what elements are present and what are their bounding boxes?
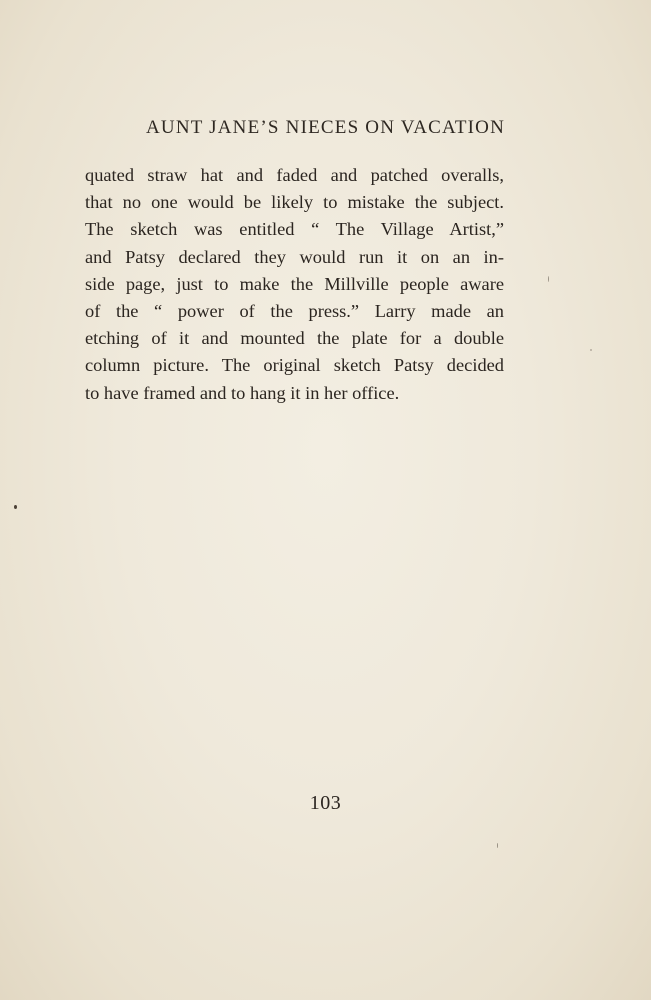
text-line: etching of it and mounted the plate for a double [85, 328, 504, 349]
text-line: of the “ power of the press.” Larry made an [85, 300, 504, 321]
paper-speck [14, 505, 17, 509]
text-line: and Patsy declared they would run it on an in- [85, 246, 504, 267]
text-line: quated straw hat and faded and patched overalls, [85, 165, 504, 185]
text-line: The sketch was entitled “ The Village Artist,” [85, 219, 504, 240]
text-line: side page, just to make the Millville people aware [85, 273, 504, 294]
body-text [85, 162, 504, 407]
text-line: column picture. The original sketch Patsy decided [85, 355, 504, 376]
paper-speck [548, 276, 549, 282]
text-line: to have framed and to hang it in her office. [85, 382, 400, 403]
paper-speck [590, 349, 592, 351]
running-head: AUNT JANE’S NIECES ON VACATION [145, 117, 506, 138]
paper-speck [497, 843, 498, 848]
text-line: that no one would be likely to mistake the subject. [85, 192, 504, 213]
page-number: 103 [309, 792, 342, 814]
